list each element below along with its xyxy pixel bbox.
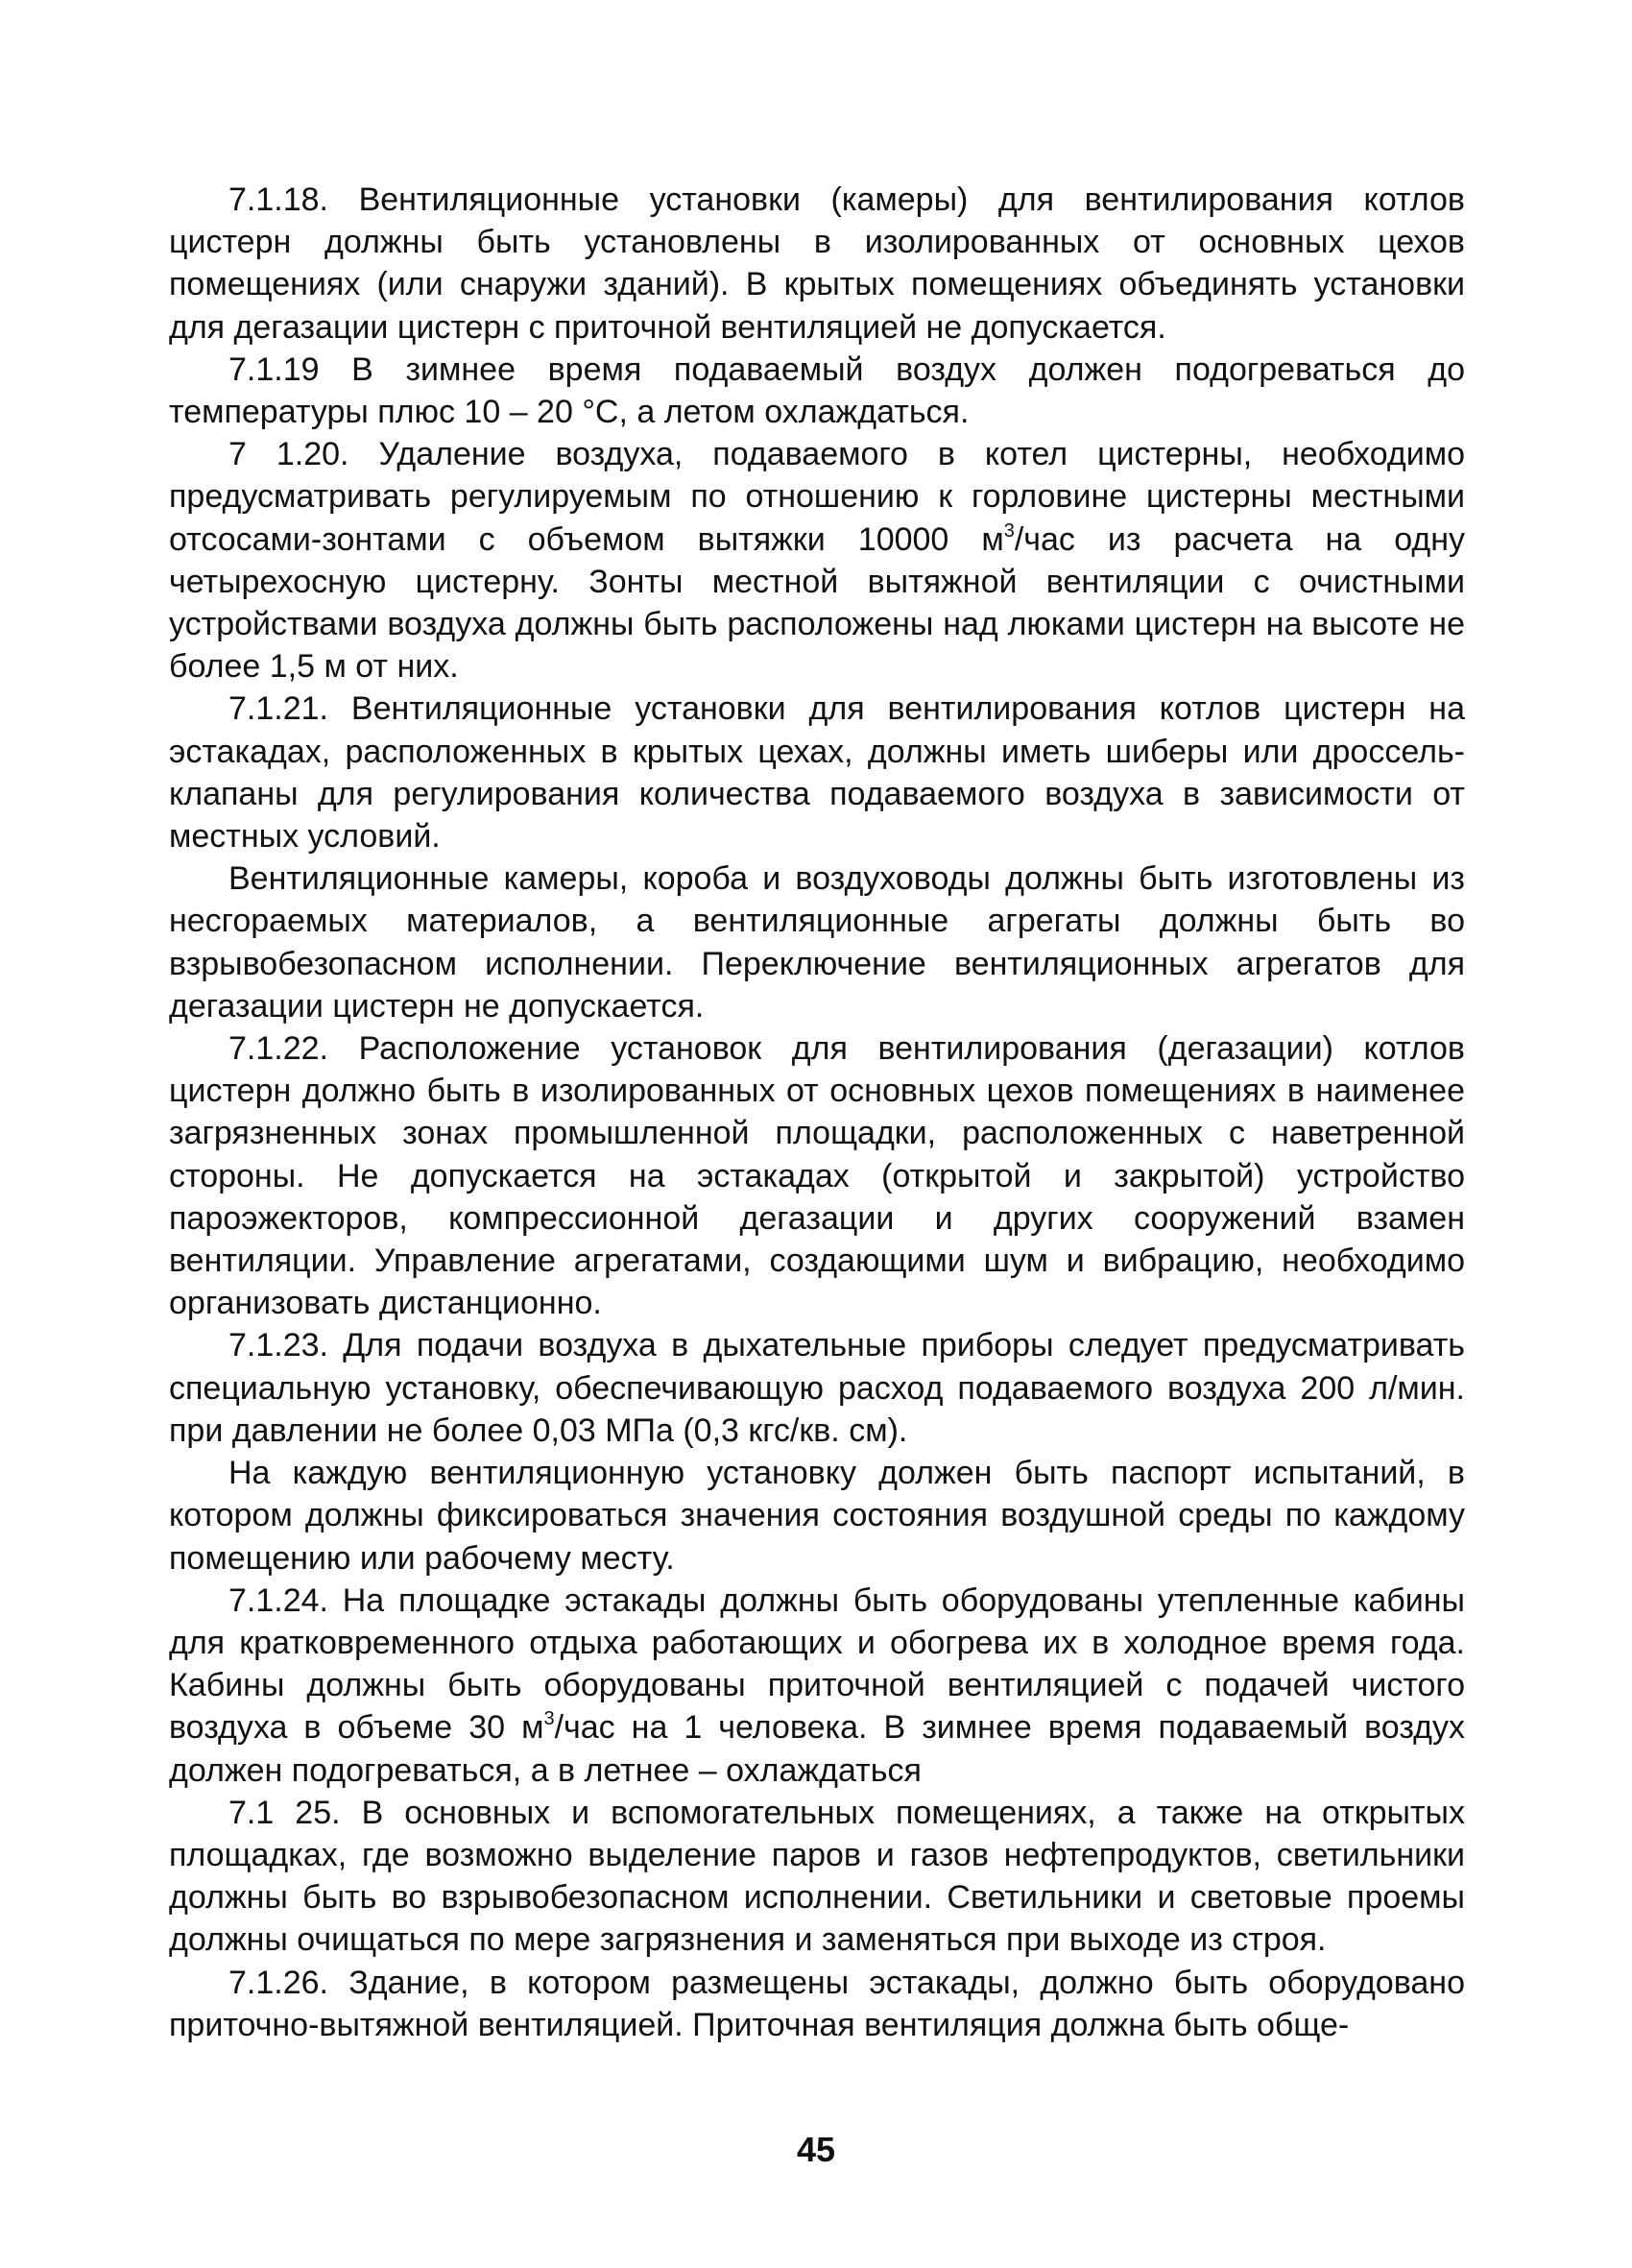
paragraph-7-1-19: 7.1.19 В зимнее время подаваемый воздух должен подогреваться до температуры плюс 10 – 20 °С, а летом охлаждаться. xyxy=(169,350,1465,431)
page-number: 45 xyxy=(796,2130,836,2169)
paragraph-7-1-22: 7.1.22. Расположение установок для вентилирования (дегазации) котлов цистерн должно быть в изолированных от основных цехов помещениях в наименее загрязненных зонах промышленной площадки, расположенных с наветренной стороны. Не допускается на эстакадах (открытой и закрытой) устройство пароэжекторов, компрессионной дегазации и других сооружений взамен вентиляции. Управление агрегатами, создающими шум и вибрацию, необходимо организовать дистанционно. xyxy=(169,1030,1465,1322)
document-page xyxy=(169,179,1465,2099)
paragraph-7-1-21: 7.1.21. Вентиляционные установки для вентилирования котлов цистерн на эстакадах, расположенных в крытых цехах, должны иметь шиберы или дроссель-клапаны для регулирования количества подаваемого воздуха в зависимости от местных условий. xyxy=(169,690,1465,856)
paragraph-7-1-25: 7.1 25. В основных и вспомогательных помещениях, а также на открытых площадках, где возможно выделение паров и газов нефтепродуктов, светильники должны быть во взрывобезопасном исполнении. Светильники и световые проемы должны очищаться по мере загрязнения и заменяться при выходе из строя. xyxy=(169,1794,1465,1959)
paragraph-ventilation-chambers: Вентиляционные камеры, короба и воздуховоды должны быть изготовлены из несгораемых материалов, а вентиляционные агрегаты должны быть во взрывобезопасном исполнении. Переключение вентиляционных агрегатов для дегазации цистерн не допускается. xyxy=(169,860,1465,1025)
paragraph-7-1-26: 7.1.26. Здание, в котором размещены эстакады, должно быть оборудовано приточно-вытяжной вентиляцией. Приточная вентиляция должна быть обще- xyxy=(169,1964,1465,2043)
paragraph-7-1-23: 7.1.23. Для подачи воздуха в дыхательные приборы следует предусматривать специальную установку, обеспечивающую расход подаваемого воздуха 200 л/мин. при давлении не более 0,03 МПа (0,3 кгс/кв. см). xyxy=(169,1327,1465,1449)
paragraph-test-passport: На каждую вентиляционную установку должен быть паспорт испытаний, в котором должны фиксироваться значения состояния воздушной среды по каждому помещению или рабочему месту. xyxy=(169,1455,1465,1577)
paragraph-7-1-20: 7 1.20. Удаление воздуха, подаваемого в котел цистерны, необходимо предусматривать регулируемым по отношению к горловине цистерны местными отсосами-зонтами с объемом вытяжки 10000 $м^3$/час из расчета на одну четырехосную цистерну. Зонты местной вытяжной вентиляции с очистными устройствами воздуха должны быть расположены над люками цистерн на высоте не более 1,5 м от них. xyxy=(169,436,1466,686)
paragraph-7-1-18: 7.1.18. Вентиляционные установки (камеры) для вентилирования котлов цистерн должны быть установлены в изолированных от основных цехов помещениях (или снаружи зданий). В крытых помещениях объединять установки для дегазации цистерн с приточной вентиляцией не допускается. xyxy=(169,181,1465,346)
paragraph-7-1-24: 7.1.24. На площадке эстакады должны быть оборудованы утепленные кабины для кратковременного отдыха работающих и обогрева их в холодное время года. Кабины должны быть оборудованы приточной вентиляцией с подачей чистого воздуха в объеме 30 $м^3$/час на 1 человека. В зимнее время подаваемый воздух должен подогреваться, а в летнее – охлаждаться xyxy=(169,1581,1465,1789)
